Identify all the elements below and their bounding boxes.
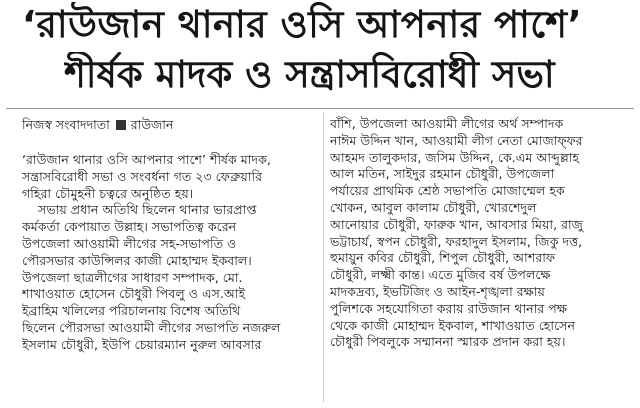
article-line: বাঁশি, উপজেলা আওয়ামী লীগের অর্থ সম্পাদক [330, 116, 564, 131]
article-line: শাখাওয়াত হোসেন চৌধুরী পিবলু ও এস.আই [22, 286, 246, 302]
article-line: সভায় প্রধান অতিথি ছিলেন থানার ভারপ্রাপ্ত [38, 202, 257, 218]
article-line: চৌধুরী পিবলুকে সম্মাননা স্মারক প্রদান করা হয়। [330, 334, 566, 350]
article-line: কর্মকর্তা কেপায়াত উল্লাহ। সভাপতিত্ব করেন [22, 219, 237, 235]
article-line: পুলিশকে সহযোগিতা করায় রাউজান থানার পক্ষ [330, 300, 568, 316]
article-line: ‘রাউজান থানার ওসি আপনার পাশে’ শীর্ষক মাদক, [22, 152, 271, 167]
article-line: গহিরা চৌমুহনী চত্বরে অনুষ্ঠিত হয়। [22, 185, 194, 201]
article-column-right [330, 116, 628, 351]
article-line: আনোয়ার চৌধুরী, ফারুক খান, আবসার মিয়া, রাজু [330, 216, 583, 232]
article-line: উপজেলা আওয়ামী লীগের সহ-সভাপতি ও [22, 235, 237, 251]
article-line: ইব্রাহিম খলিলের পরিচালনায় বিশেষ অতিথি [22, 303, 241, 319]
article-line: নাঈম উদ্দিন খান, আওয়ামী লীগ নেতা মোজাফ্ফর [330, 132, 583, 148]
headline-divider [6, 108, 634, 109]
article-line: চৌধুরী, লক্ষ্মী কান্ত। এতে মুজিব বর্ষ উপলক্ষে [330, 267, 551, 283]
article-line: খোকন, আবুল কালাম চৌধুরী, খোরশেদুল [330, 199, 537, 215]
article-line: উপজেলা ছাত্রলীগের সাধারণ সম্পাদক, মো. [22, 269, 243, 285]
headline-line-2: শীর্ষক মাদক ও সন্ত্রাসবিরোধী সভা [64, 53, 555, 96]
article-line: ছিলেন পৌরসভা আওয়ামী লীগের সভাপতি নজরুল [22, 319, 281, 335]
column-divider [323, 112, 324, 402]
byline-reporter: নিজস্ব সংবাদদাতা [22, 117, 110, 132]
article-line: পর্যায়ের প্রাথমিক শ্রেষ্ঠ সভাপতি মোজাম্মেল হক [330, 183, 565, 199]
article-line: থেকে কাজী মোহাম্মদ ইকবাল, শাখাওয়াত হোসেন [330, 317, 575, 333]
article-line: সন্ত্রাসবিরোধী সভা ও সংবর্ধনা গত ২৩ ফেব্রুয়ারি [22, 168, 263, 184]
article-line: মাদকদ্রব্য, ইভটিজিং ও আইন-শৃঙ্খলা রক্ষায় [330, 283, 545, 299]
byline [22, 117, 173, 133]
headline-line-1: ‘রাউজান থানার ওসি আপনার পাশে’ [22, 3, 583, 46]
byline-square-icon [116, 120, 126, 130]
article-line: আহমদ তালুকদার, জসিম উদ্দিন, কে.এম আব্দুল্লাহ [330, 149, 580, 165]
article-line: হুমায়ুন কবির চৌধুরী, শিপুল চৌধুরী, আশরাফ [330, 250, 556, 266]
article-line: ইসলাম চৌধুরী, ইউপি চেয়ারম্যান নুরুল আবসার [22, 336, 262, 352]
article-column-left [22, 152, 318, 354]
article-line: আল মতিন, সাইদুর রহমান চৌধুরী, উপজেলা [330, 166, 555, 182]
byline-location: রাউজান [130, 117, 174, 132]
article-line: ভট্টাচার্য, স্বপন চৌধুরী, ফরহাদুল ইসলাম, জিকু দত্ত, [330, 233, 583, 249]
article-line: পৌরসভার কাউন্সিলর কাজী মোহাম্মদ ইকবাল। [22, 252, 252, 268]
